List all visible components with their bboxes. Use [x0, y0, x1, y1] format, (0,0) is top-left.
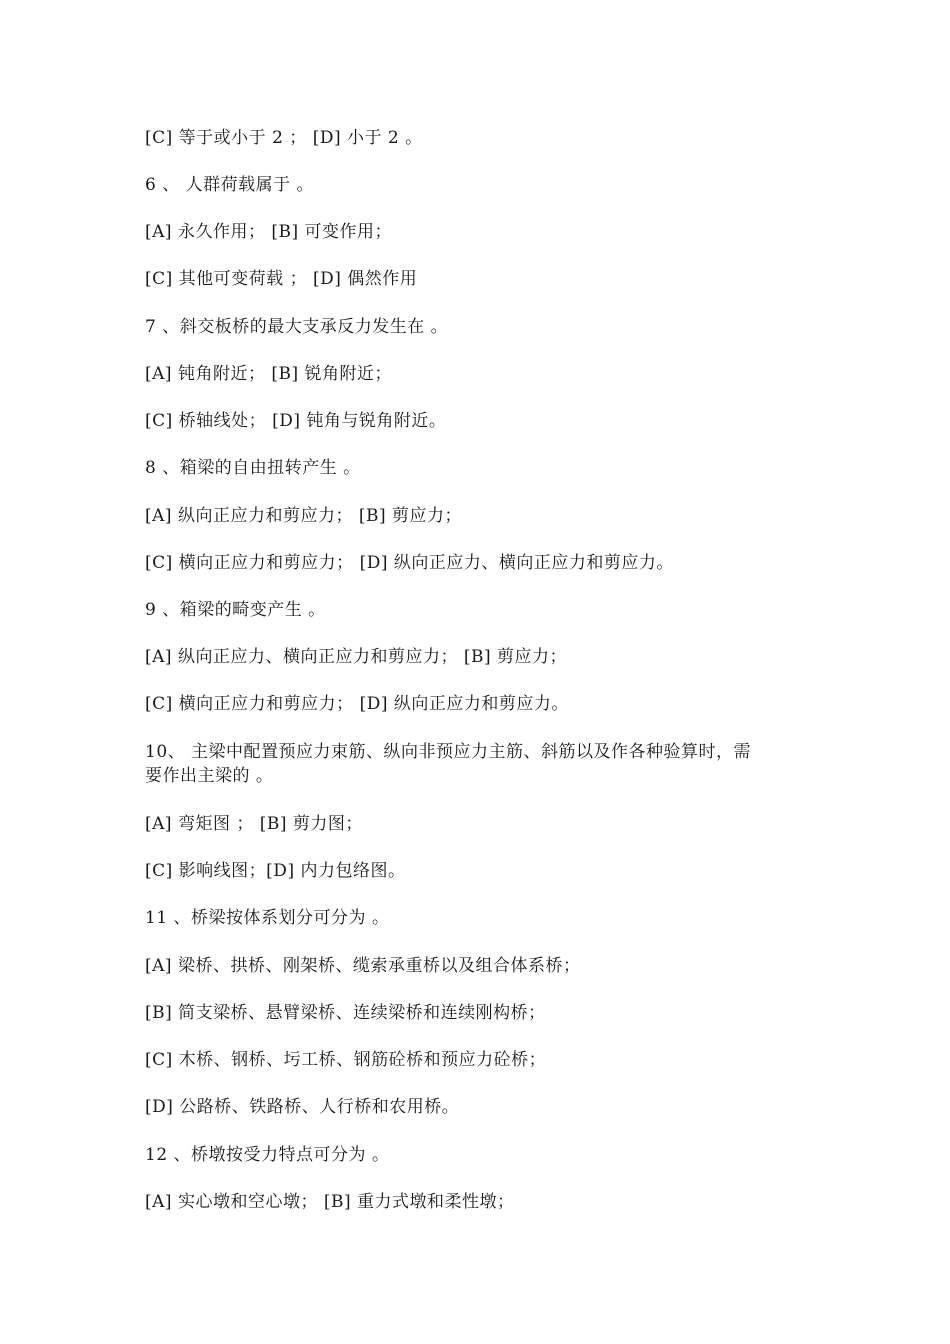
option-line-q6-cd: [C] 其他可变荷载 ； [D] 偶然作用	[145, 269, 418, 289]
question-11: 11 、桥梁按体系划分可分为 。	[145, 908, 390, 928]
option-q11-b: [B] 简支梁桥、悬臂梁桥、连续梁桥和连续刚构桥；	[145, 1003, 546, 1023]
option-line-q8-ab: [A] 纵向正应力和剪应力； [B] 剪应力；	[145, 506, 463, 526]
option-line-q5-cd: [C] 等于或小于 2 ； [D] 小于 2 。	[145, 128, 423, 148]
option-line-q9-ab: [A] 纵向正应力、横向正应力和剪应力； [B] 剪应力；	[145, 647, 568, 667]
option-line-q7-ab: [A] 钝角附近； [B] 锐角附近；	[145, 364, 393, 384]
question-10-line-2: 要作出主梁的 。	[145, 766, 274, 786]
question-7: 7 、斜交板桥的最大支承反力发生在 。	[145, 317, 449, 337]
question-6: 6 、 人群荷载属于 。	[145, 175, 315, 195]
option-line-q9-cd: [C] 横向正应力和剪应力； [D] 纵向正应力和剪应力。	[145, 694, 569, 714]
option-line-q10-cd: [C] 影响线图；[D] 内力包络图。	[145, 861, 406, 881]
option-line-q7-cd: [C] 桥轴线处； [D] 钝角与锐角附近。	[145, 411, 447, 431]
option-line-q12-ab: [A] 实心墩和空心墩； [B] 重力式墩和柔性墩；	[145, 1192, 515, 1212]
option-line-q6-ab: [A] 永久作用； [B] 可变作用；	[145, 222, 393, 242]
option-line-q10-ab: [A] 弯矩图 ； [B] 剪力图；	[145, 814, 363, 834]
option-q11-d: [D] 公路桥、铁路桥、人行桥和农用桥。	[145, 1097, 460, 1117]
question-9: 9 、箱梁的畸变产生 。	[145, 600, 326, 620]
question-12: 12 、桥墩按受力特点可分为 。	[145, 1145, 390, 1165]
question-8: 8 、箱梁的自由扭转产生 。	[145, 458, 361, 478]
option-line-q8-cd: [C] 横向正应力和剪应力； [D] 纵向正应力、横向正应力和剪应力。	[145, 553, 674, 573]
option-q11-c: [C] 木桥、钢桥、圬工桥、钢筋砼桥和预应力砼桥；	[145, 1050, 547, 1070]
question-10-line-1: 10、 主梁中配置预应力束筋、纵向非预应力主筋、斜筋以及作各种验算时，需	[145, 742, 752, 762]
option-q11-a: [A] 梁桥、拱桥、刚架桥、缆索承重桥以及组合体系桥；	[145, 956, 581, 976]
